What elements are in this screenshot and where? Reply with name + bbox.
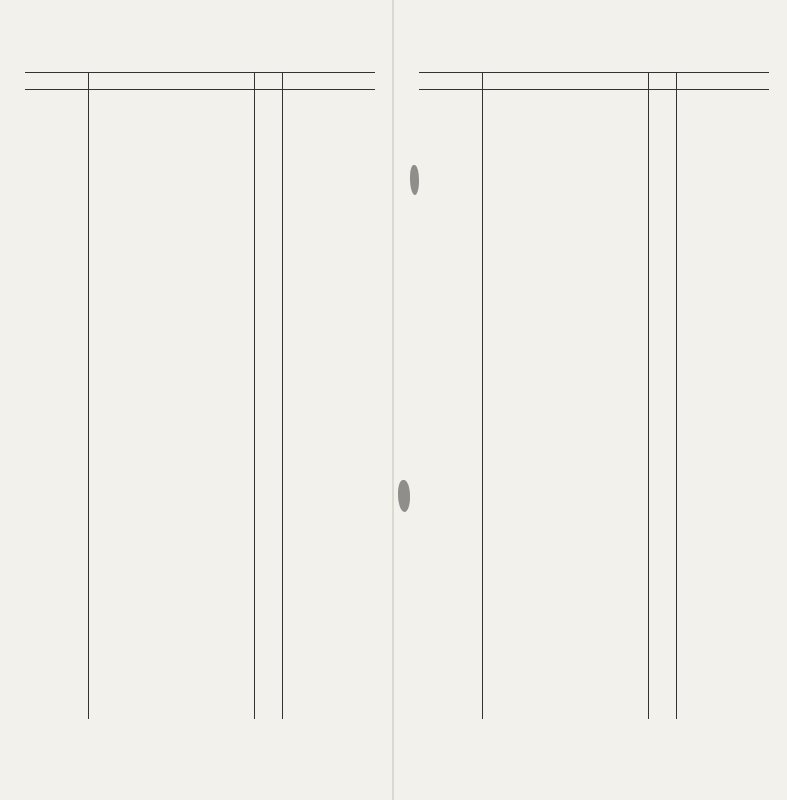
col-rule — [676, 72, 677, 719]
ink-blot — [410, 165, 419, 195]
drifters-page — [0, 0, 393, 800]
rule-points — [676, 89, 769, 90]
floaters-page — [394, 0, 787, 800]
rule-points — [282, 89, 375, 90]
extra-fixture-row — [0, 689, 393, 703]
ink-blot — [398, 480, 410, 512]
rule-top — [419, 72, 769, 73]
col-rule — [254, 72, 255, 719]
col-rule — [648, 72, 649, 719]
col-rule — [88, 72, 89, 719]
col-rule — [282, 72, 283, 719]
col-rule — [482, 72, 483, 719]
rule-top — [25, 72, 375, 73]
